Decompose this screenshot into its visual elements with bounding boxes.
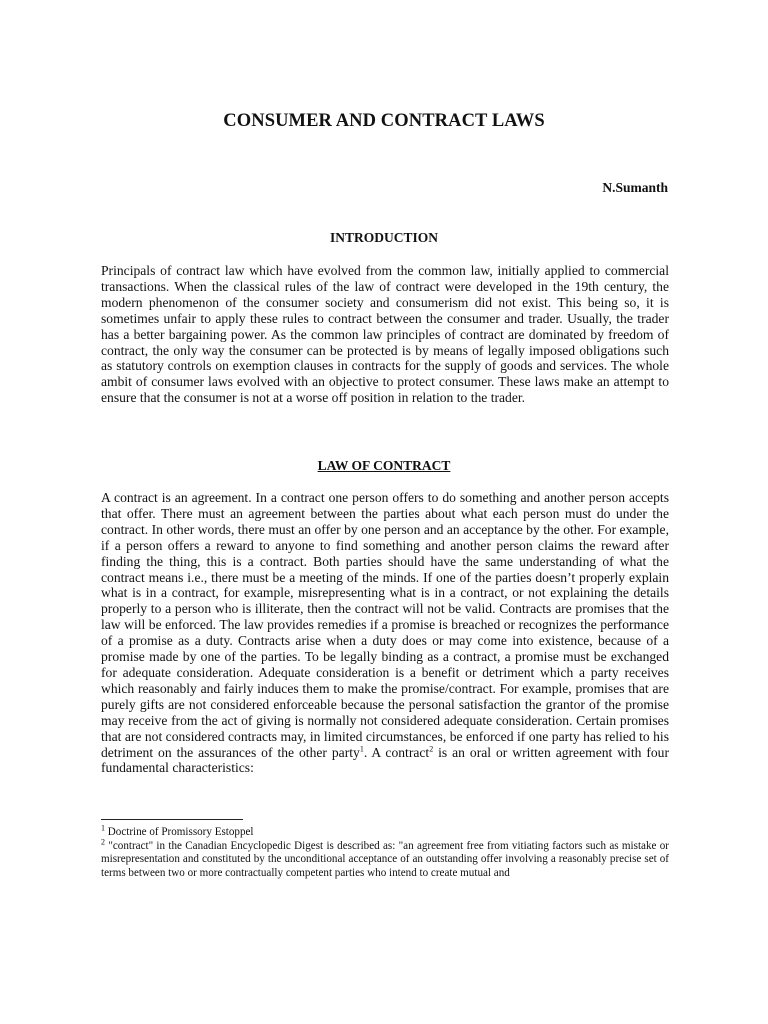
footnote-1 [101,823,669,840]
footnote-reference-2[interactable]: 2 [429,743,434,753]
footnote-1-number: 1 [101,823,105,833]
law-of-contract-heading-text: LAW OF CONTRACT [317,458,451,473]
document-title: CONSUMER AND CONTRACT LAWS [223,111,545,131]
footnote-divider [101,819,243,820]
introduction-paragraph: Principals of contract law which have evolved from the common law, initially applied to commercial transactions. When the classical rules of the law of contract were developed in the 19th century, the modern phenomenon of the consumer society and consumerism did not exist. This being so, it is sometimes unfair to apply these rules to contract between the consumer and trader. Usually, the trader has a better bargaining power. As the common law principles of contract are dominated by freedom of contract, the only way the consumer can be protected is by means of legally imposed obligations such as statutory controls on exemption clauses in contracts for the supply of goods and services. The whole ambit of consumer laws evolved with an objective to protect consumer. These laws make an attempt to ensure that the consumer is not at a worse off position in relation to the trader. [101,263,669,406]
paragraph-text-part-2: . A contract [363,744,430,760]
footnote-2 [101,836,669,881]
paragraph-text-part-1: A contract is an agreement. In a contract one person offers to do something and another person accepts that offer. There must an agreement between the parties about what each person must do under the contract. In other words, there must an offer by one person and an acceptance by the other. For example, if a person offers a reward to anyone to find something and another person claims the reward after finding the thing, this is a contract. Both parties should have the same understanding of what the contract means i.e., there must be a meeting of the minds. If one of the parties doesn’t properly explain what is in a contract, for example, misrepresenting what is in a contract, or not explaining the details properly to a person who is illiterate, then the contract will not be valid. Contracts are promises that the law will be enforced. The law provides remedies if a promise is breached or recognizes the performance of a promise as a duty. Contracts arise when a duty does or may come into existence, because of a promise made by one of the parties. To be legally binding as a contract, a promise must be exchanged for adequate consideration. Adequate consideration is a benefit or detriment which a party receives which reasonably and fairly induces them to make the promise/contract. For example, promises that are purely gifts are not considered enforceable because the personal satisfaction the grantor of the promise may receive from the act of giving is normally not considered adequate consideration. Certain promises that are not considered contracts may, in limited circumstances, be enforced if one party has relied to his detriment on the assurances of the other party [101,490,669,760]
law-of-contract-heading [0,458,768,474]
footnote-1-text: Doctrine of Promissory Estoppel [105,826,254,838]
footnote-reference-1[interactable]: 1 [359,743,364,753]
author-name: N.Sumanth [602,180,668,195]
footnote-2-number: 2 [101,836,105,846]
introduction-heading: INTRODUCTION [329,230,438,245]
paragraph-text-part-3: is an oral or written agreement with four fundamental characteristics: [101,744,670,776]
law-of-contract-paragraph [101,490,669,776]
footnotes-section [101,823,669,880]
footnote-2-text: "contract" in the Canadian Encyclopedic Digest is described as: "an agreement free from vitiating factors such as mistake or misrepresentation and constituted by the unconditional acceptance of an outstanding offer involving a reasonably precise set of terms between two or more contractually competent parties who intend to create mutual and [101,839,669,879]
